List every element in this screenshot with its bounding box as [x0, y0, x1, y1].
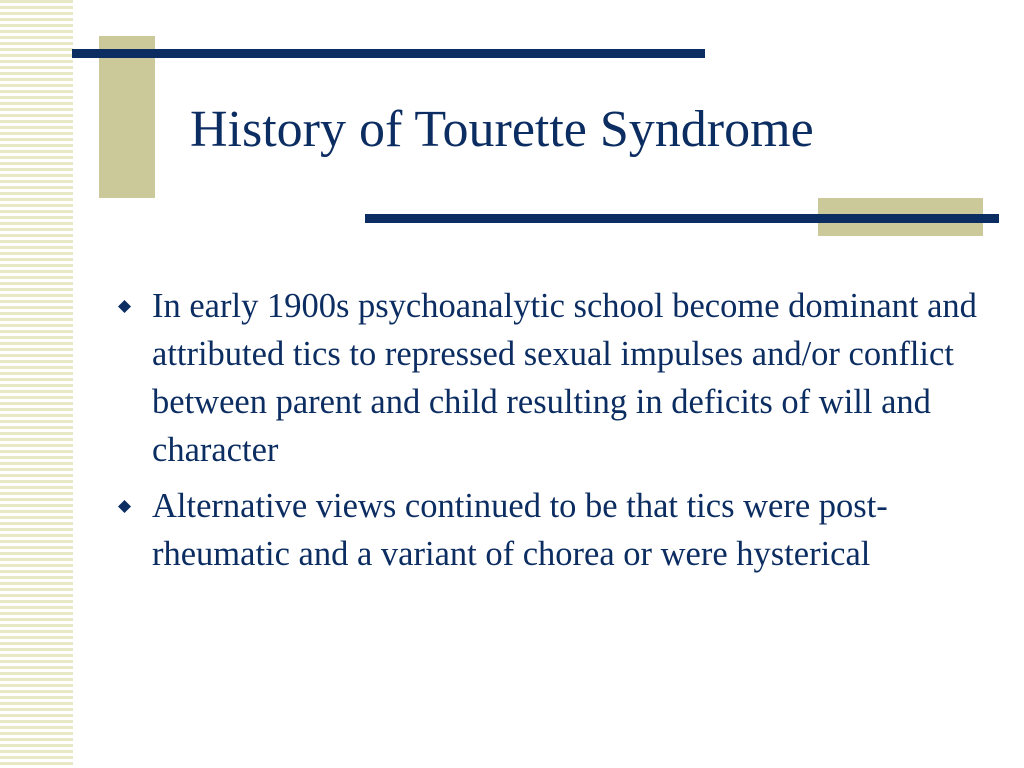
slide-title: History of Tourette Syndrome [190, 101, 814, 158]
bullet-item [118, 482, 988, 578]
bullet-list [118, 282, 988, 586]
bullet-item [118, 282, 988, 474]
decorative-accent-block-left [99, 36, 155, 198]
bullet-text: Alternative views continued to be that tics were post-rheumatic and a variant of chorea or were hysterical [152, 487, 888, 573]
decorative-side-stripes [0, 0, 73, 768]
title-top-rule [72, 49, 705, 58]
title-bottom-rule [365, 214, 999, 223]
diamond-bullet-icon [118, 500, 131, 513]
bullet-text: In early 1900s psychoanalytic school become dominant and attributed tics to repressed sexual impulses and/or conflict between parent and child resulting in deficits of will and character [152, 287, 977, 469]
diamond-bullet-icon [118, 300, 131, 313]
